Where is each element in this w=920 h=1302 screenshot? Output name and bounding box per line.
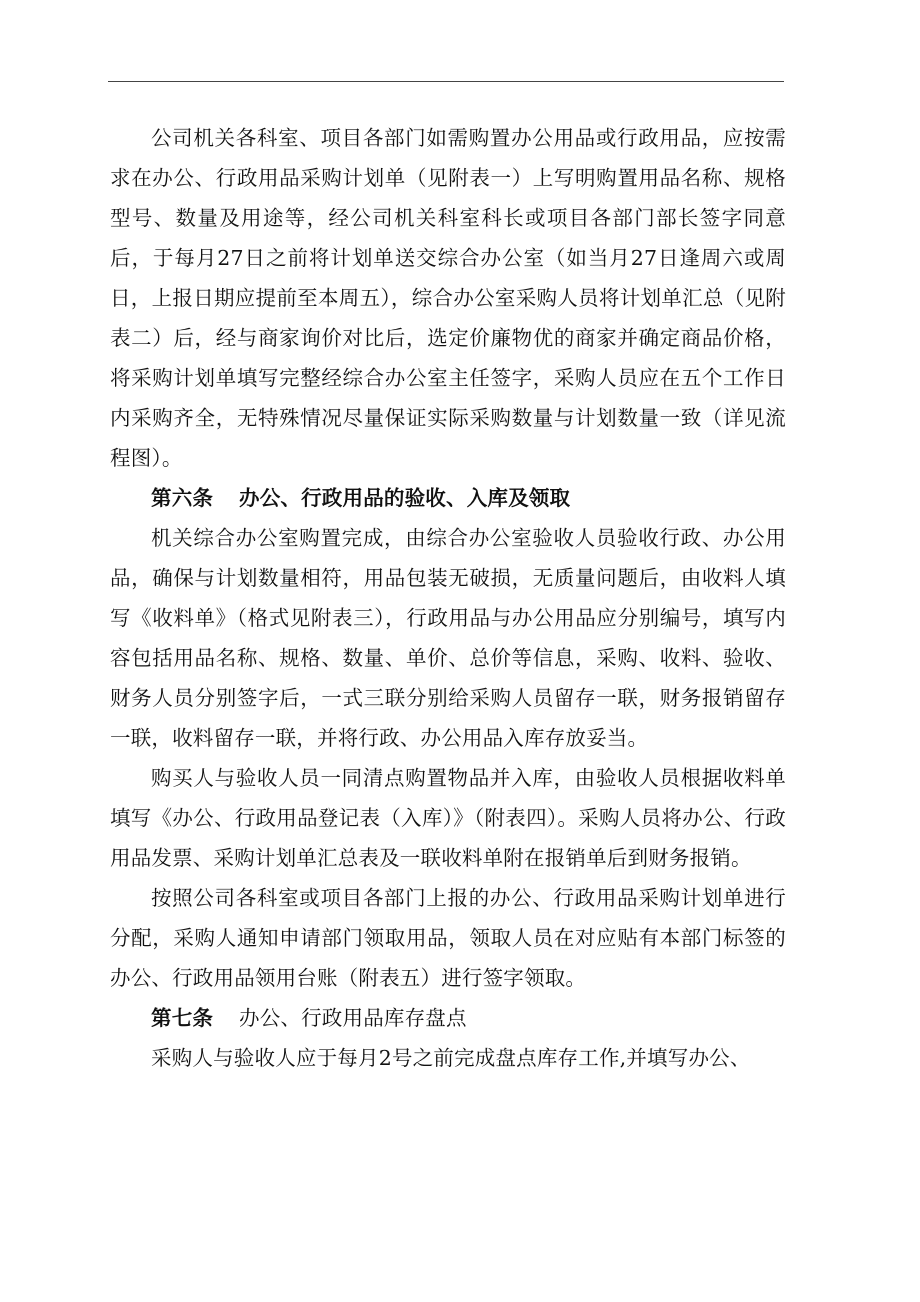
paragraph-purchase-process: 公司机关各科室、项目各部门如需购置办公用品或行政用品，应按需求在办公、行政用品采购计划单（见附表一）上写明购置用品名称、规格型号、数量及用途等，经公司机关科室科长或项目各部门部长签字同意后，于每月27日之前将计划单送交综合办公室（如当月27日逢周六或周日，上报日期应提前至本周五），综合办公室采购人员将计划单汇总（见附表二）后，经与商家询价对比后，选定价廉物优的商家并确定商品价格，将采购计划单填写完整经综合办公室主任签字，采购人员应在五个工作日内采购齐全，无特殊情况尽量保证实际采购数量与计划数量一致（详见流程图）。	[110, 126, 786, 470]
paragraph-warehousing: 购买人与验收人员一同清点购置物品并入库，由验收人员根据收料单填写《办公、行政用品登记表（入库）》（附表四）。采购人员将办公、行政用品发票、采购计划单汇总表及一联收料单附在报销单后到财务报销。	[110, 766, 786, 870]
article-title: 办公、行政用品的验收、入库及领取	[239, 486, 571, 510]
paragraph-distribution: 按照公司各科室或项目各部门上报的办公、行政用品采购计划单进行分配，采购人通知申请部门领取用品，领取人员在对应贴有本部门标签的办公、行政用品领用台账（附表五）进行签字领取。	[110, 886, 786, 990]
paragraph-acceptance: 机关综合办公室购置完成，由综合办公室验收人员验收行政、办公用品，确保与计划数量相符，用品包装无破损，无质量问题后，由收料人填写《收料单》（格式见附表三），行政用品与办公用品应分别编号，填写内容包括用品名称、规格、数量、单价、总价等信息，采购、收料、验收、财务人员分别签字后，一式三联分别给采购人员留存一联，财务报销留存一联，收料留存一联，并将行政、办公用品入库存放妥当。	[110, 526, 786, 750]
document-body	[110, 118, 786, 1078]
article-title: 办公、行政用品库存盘点	[239, 1006, 467, 1030]
article-number: 第七条	[151, 1006, 214, 1030]
article-6-heading	[110, 478, 786, 518]
paragraph-inventory: 采购人与验收人应于每月2号之前完成盘点库存工作,并填写办公、	[151, 1046, 751, 1070]
header-rule	[108, 81, 784, 82]
article-7-heading	[110, 998, 786, 1038]
article-number: 第六条	[151, 486, 214, 510]
